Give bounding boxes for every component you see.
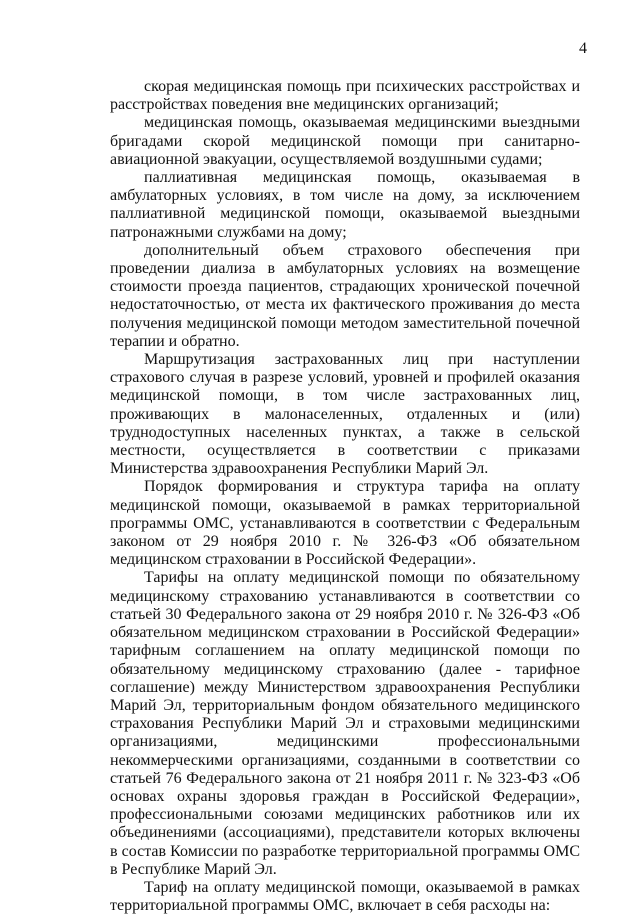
paragraph-tariff-expenses: Тариф на оплату медицинской помощи, оказываемой в рамках территориальной программы ОМС, включает в себя расходы на:	[110, 878, 580, 915]
paragraph-dialysis-transport: дополнительный объем страхового обеспечения при проведении диализа в амбулаторных условиях на возмещение стоимости проезда пациентов, страдающих хронической почечной недостаточностью, от места их фактического проживания до места получения медицинской помощи методом заместительной почечной терапии и обратно.	[110, 241, 580, 350]
paragraph-patient-routing: Маршрутизация застрахованных лиц при наступлении страхового случая в разрезе условий, уровней и профилей оказания медицинской помощи, в том числе застрахованных лиц, проживающих в малонаселенных, отдаленных и (или) труднодоступных населенных пунктах, а также в сельской местности, осуществляется в соответствии с приказами Министерства здравоохранения Республики Марий Эл.	[110, 351, 580, 478]
page-number: 4	[579, 40, 587, 57]
paragraph-tariff-procedure: Порядок формирования и структура тарифа на оплату медицинской помощи, оказываемой в рамках территориальной программы ОМС, устанавливаются в соответствии с Федеральным законом от 29 ноября 2010 г. № 326-ФЗ «Об обязательном медицинском страховании в Российской Федерации».	[110, 478, 580, 569]
paragraph-tariff-agreement: Тарифы на оплату медицинской помощи по обязательному медицинскому страхованию устанавливаются в соответствии со статьей 30 Федерального закона от 29 ноября 2010 г. № 326-ФЗ «Об обязательном медицинском страховании в Российской Федерации» тарифным соглашением на оплату медицинской помощи по обязательному медицинскому страхованию (далее - тарифное соглашение) между Министерством здравоохранения Республики Марий Эл, территориальным фондом обязательного медицинского страхования Республики Марий Эл и страховыми медицинскими организациями, медицинскими профессиональными некоммерческими организациями, созданными в соответствии со статьей 76 Федерального закона от 21 ноября 2011 г. № 323-ФЗ «Об основах охраны здоровья граждан в Российской Федерации», профессиональными союзами медицинских работников или их объединениями (ассоциациями), представители которых включены в состав Комиссии по разработке территориальной программы ОМС в Республике Марий Эл.	[110, 569, 580, 878]
paragraph-psychiatric-emergency: скорая медицинская помощь при психических расстройствах и расстройствах поведения вне медицинских организаций;	[110, 78, 580, 114]
paragraph-palliative-care: паллиативная медицинская помощь, оказываемая в амбулаторных условиях, в том числе на дому, за исключением паллиативной медицинской помощи, оказываемой выездными патронажными службами на дому;	[110, 169, 580, 241]
document-body	[110, 78, 580, 915]
paragraph-air-ambulance: медицинская помощь, оказываемая медицинскими выездными бригадами скорой медицинской помощи при санитарно-авиационной эвакуации, осуществляемой воздушными судами;	[110, 114, 580, 168]
